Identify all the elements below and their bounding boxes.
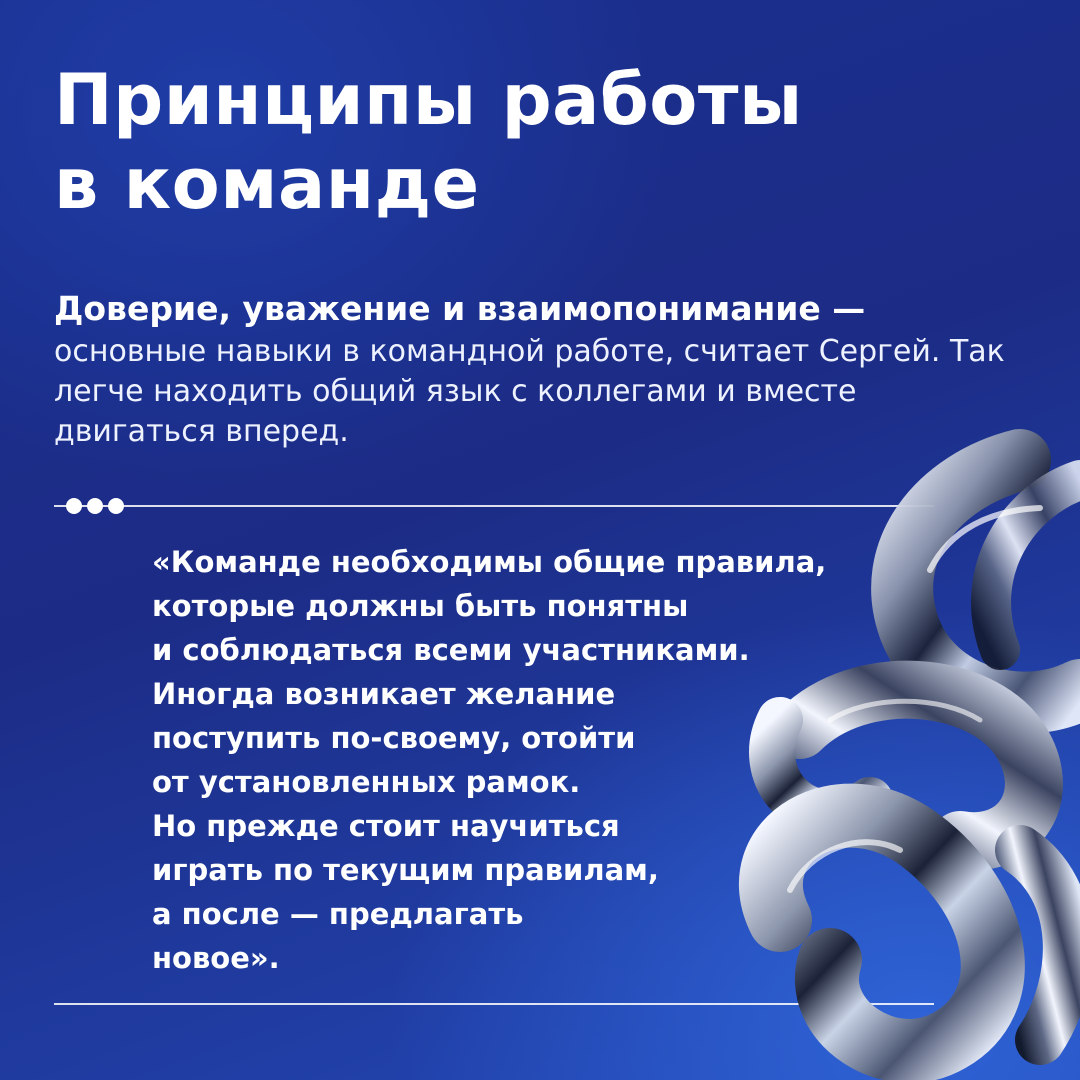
three-dots-icon	[66, 498, 124, 514]
chrome-knot-sculpture	[720, 420, 1080, 1080]
intro-text: основные навыки в командной работе, считает Сергей. Так легче находить общий язык с коллегами и вместе двигаться вперед.	[54, 334, 1005, 449]
quote-text: «Команде необходимы общие правила, которые должны быть понятны и соблюдаться всеми участниками. Иногда возникает желание поступить по-своему, отойти от установленных рамок. Но прежде стоит научиться играть по текущим правилам, а после — предлагать новое».	[152, 545, 827, 975]
dot	[66, 498, 82, 514]
intro-lead: Доверие, уважение и взаимопонимание —	[54, 289, 866, 328]
dot	[87, 498, 103, 514]
page-title: Принципы работы в команде	[54, 59, 803, 225]
dot	[108, 498, 124, 514]
